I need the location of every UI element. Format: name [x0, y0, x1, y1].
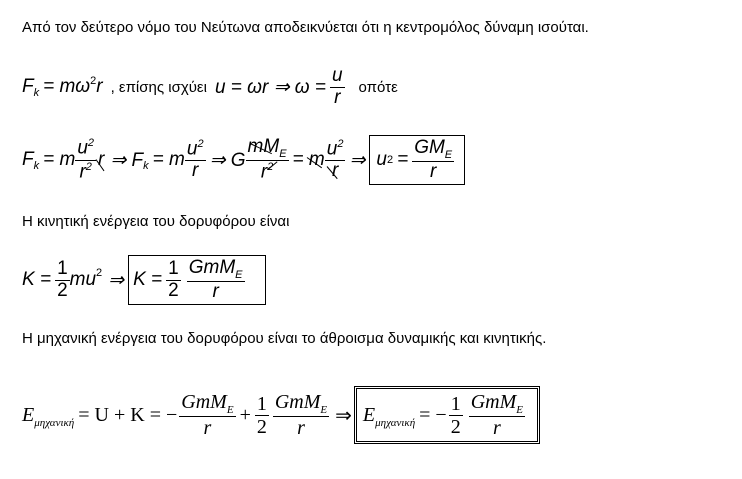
- energy-symbol: E: [22, 403, 35, 426]
- force-subscript: k: [33, 87, 40, 99]
- equals-m: = m: [43, 149, 76, 170]
- box-energy-subscript: μηχανική: [375, 417, 416, 429]
- also-text: , επίσης ισχύει: [110, 78, 207, 96]
- equation-kinetic-energy: [22, 251, 266, 309]
- mechanical-energy-label: Η μηχανική ενέργεια του δορυφόρου είναι το άθροισμα δυναμικής και κινητικής.: [22, 330, 547, 347]
- kinetic-fraction: $\frac{GmM_E}{r}$: [274, 390, 328, 440]
- half-fraction: $\frac{1}{2}$: [256, 392, 267, 438]
- box-energy-symbol: E: [362, 403, 376, 426]
- equation-centripetal-force: [22, 62, 398, 112]
- kinetic-energy-label: Η κινητική ενέργεια του δορυφόρου είναι: [22, 213, 290, 230]
- velocity-relation: u = ωr ⇒ ω =: [214, 76, 326, 98]
- gmm-over-r: $\frac{GmM_E}{r}$: [188, 256, 243, 302]
- u-over-r-fraction: $\frac{u}{r}$: [331, 64, 343, 108]
- plus-sign: +: [239, 403, 251, 426]
- force-symbol: F: [22, 149, 34, 170]
- implies-arrow: ⇒: [349, 149, 366, 171]
- box-equals: =: [397, 149, 409, 170]
- radius-symbol: r: [96, 76, 103, 97]
- gm-over-r: $\frac{GM_E}{r}$: [414, 136, 453, 182]
- box-equals-minus: = −: [419, 403, 447, 426]
- equation-orbital-velocity: [22, 132, 465, 188]
- mechanical-result-box: [354, 386, 540, 444]
- u-squared-over-r: $\frac{u^2}{r}$: [186, 137, 204, 182]
- m-omega-term: = mω: [43, 76, 91, 97]
- box-exponent: 2: [386, 154, 394, 166]
- implies-arrow: ⇒: [108, 269, 125, 291]
- half-fraction: $\frac{1}{2}$: [57, 257, 68, 301]
- energy-subscript: μηχανική: [34, 417, 75, 429]
- potential-fraction: $\frac{GmM_E}{r}$: [181, 390, 234, 440]
- u-squared-over-r-squared: $\frac{u^2}{r^2}$: [77, 137, 95, 182]
- velocity-result-box: [369, 135, 465, 186]
- mu-term: mu: [69, 269, 97, 290]
- force-symbol: F: [22, 76, 34, 97]
- box-u: u: [376, 149, 387, 170]
- kinetic-symbol: K =: [22, 269, 52, 290]
- gravity-fraction: $\frac{mM_E}{r^2}$: [247, 135, 287, 183]
- then-text: οπότε: [358, 78, 398, 96]
- kinetic-result-box: [128, 255, 265, 306]
- implies-force: ⇒ F: [110, 149, 144, 171]
- box-half-fraction: $\frac{1}{2}$: [168, 257, 179, 301]
- implies-arrow: ⇒: [335, 404, 352, 427]
- cancelled-r: r: [98, 149, 104, 171]
- implies-gravity: ⇒ G: [209, 149, 246, 171]
- box-half-fraction: $\frac{1}{2}$: [450, 392, 461, 438]
- equation-mechanical-energy: [22, 383, 540, 447]
- equals-cancelled-m: = m: [292, 149, 325, 170]
- omega-exponent: 2: [90, 75, 97, 87]
- box-gmm-over-r: $\frac{GmM_E}{r}$: [470, 390, 523, 440]
- mu-exponent: 2: [96, 267, 103, 279]
- force-subscript: k: [143, 160, 149, 172]
- box-kinetic-symbol: K =: [133, 269, 163, 290]
- force-subscript: k: [33, 160, 40, 172]
- u-plus-k: = U + K = −: [78, 403, 178, 426]
- u-squared-over-cancelled-r: $\frac{u^2}{r}$: [326, 137, 344, 182]
- equals-m: = m: [152, 149, 185, 170]
- intro-text: Από τον δεύτερο νόμο του Νεύτωνα αποδεικνύεται ότι η κεντρομόλος δύναμη ισούται.: [22, 19, 589, 36]
